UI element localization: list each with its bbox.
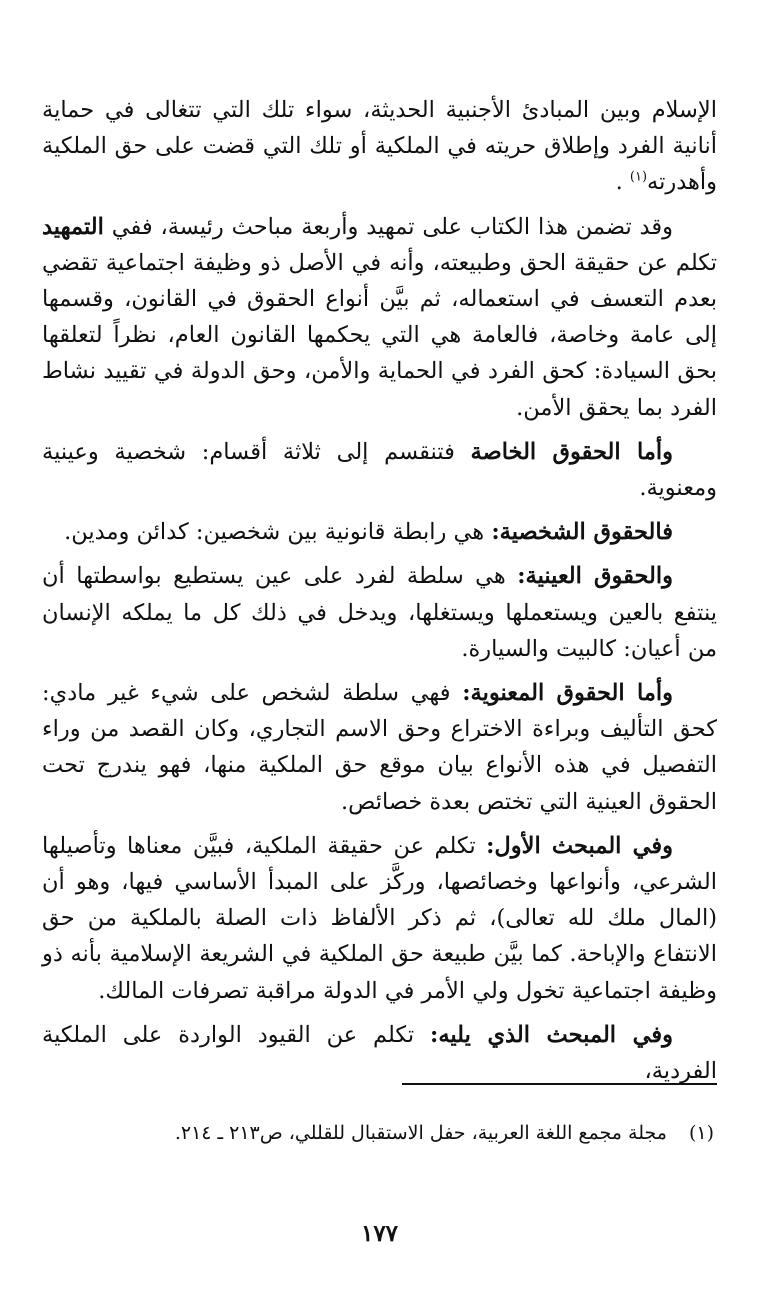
paragraph-text: فتنقسم إلى ثلاثة أقسام: شخصية وعينية ومعنوية.	[42, 438, 717, 502]
paragraph-text: الإسلام وبين المبادئ الأجنبية الحديثة، سواء تلك التي تتغالى في حماية أنانية الفرد وإطلاق حريته في الملكية أو تلك التي قضت على حق الملكية وأهدرته	[42, 97, 717, 196]
paragraph-4	[42, 514, 717, 550]
paragraph-8	[42, 1017, 717, 1089]
paragraph-text: تكلم عن القيود الواردة على الملكية الفردية،	[42, 1021, 717, 1085]
bold-heading: وفي المبحث الأول:	[486, 832, 673, 859]
paragraph-2	[42, 209, 717, 426]
paragraph-text: هي رابطة قانونية بين شخصين: كدائن ومدين.	[64, 519, 492, 546]
body-text	[42, 92, 717, 1097]
paragraph-text: هي سلطة لفرد على عين يستطيع بواسطتها أن ينتفع بالعين ويستعملها ويستغلها، ويدخل في ذلك كل ما يملكه الإنسان من أعيان: كالبيت والسيارة.	[42, 563, 717, 662]
paragraph-3	[42, 434, 717, 506]
bold-heading: وفي المبحث الذي يليه:	[430, 1021, 674, 1048]
bold-heading: وأما الحقوق المعنوية:	[462, 680, 674, 707]
paragraph-5	[42, 558, 717, 667]
paragraph-text: وقد تضمن هذا الكتاب على تمهيد وأربعة مباحث رئيسة، ففي	[103, 213, 673, 240]
paragraph-1	[42, 92, 717, 201]
bold-heading: والحقوق العينية:	[517, 563, 673, 590]
bold-heading: وأما الحقوق الخاصة	[470, 438, 673, 465]
paragraph-6	[42, 675, 717, 820]
paragraph-text-continued: تكلم عن حقيقة الحق وطبيعته، وأنه في الأصل ذو وظيفة اجتماعية تقضي بعدم التعسف في استعماله، ثم بيَّن أنواع الحقوق في القانون، وقسمها إلى عامة وخاصة، فالعامة هي التي يحكمها القانون العام، نظراً لتعلقها بحق السيادة: كحق الفرد في الحماية والأمن، وحق الدولة في تقييد نشاط الفرد بما يحقق الأمن.	[42, 249, 717, 421]
footnote	[42, 1118, 714, 1148]
bold-term: التمهيد	[42, 213, 104, 240]
page-number: ١٧٧	[360, 1220, 399, 1247]
footnote-separator	[402, 1083, 717, 1085]
bold-heading: فالحقوق الشخصية:	[491, 519, 673, 546]
paragraph-text: تكلم عن حقيقة الملكية، فبيَّن معناها وتأصيلها الشرعي، وأنواعها وخصائصها، وركَّز على المبدأ الأساسي فيها، وهو أن (المال ملك لله تعالى)، ثم ذكر الألفاظ ذات الصلة بالملكية من حق الانتفاع والإباحة. كما بيَّن طبيعة حق الملكية في الشريعة الإسلامية بأنه ذو وظيفة اجتماعية تخول ولي الأمر في الدولة مراقبة تصرفات المالك.	[42, 832, 717, 1004]
footnote-reference: (١)	[629, 169, 648, 185]
footnote-text: مجلة مجمع اللغة العربية، حفل الاستقبال للقللي، ص٢١٣ ـ ٢١٤.	[174, 1122, 667, 1144]
footnote-number: (١)	[688, 1122, 714, 1144]
paragraph-text: فهي سلطة لشخص على شيء غير مادي: كحق التأليف وبراءة الاختراع وحق الاسم التجاري، وكان القصد من وراء التفصيل في هذه الأنواع بيان موقع حق الملكية منها، فهو يندرج تحت الحقوق العينية التي تختص بعدة خصائص.	[42, 680, 717, 815]
paragraph-7	[42, 828, 717, 1009]
paragraph-tail: .	[615, 169, 630, 196]
